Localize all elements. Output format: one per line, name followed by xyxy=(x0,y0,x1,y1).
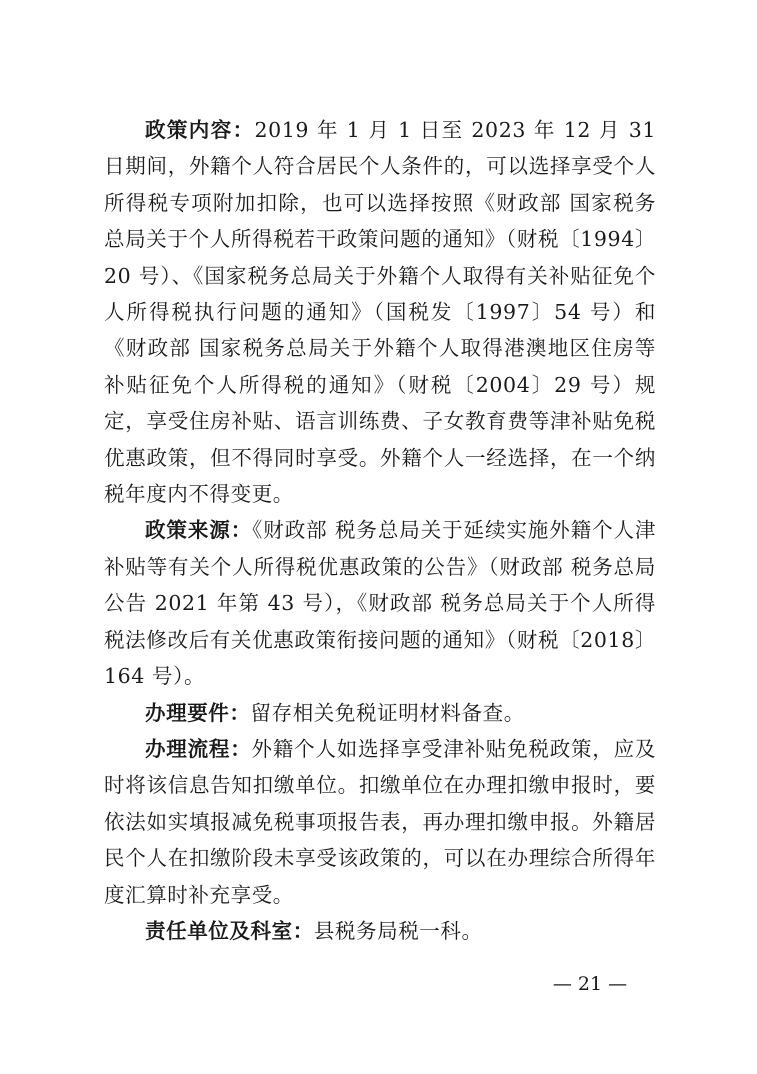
paragraph-procedure xyxy=(104,731,656,913)
paragraph-text: 县税务局税一科。 xyxy=(313,918,483,943)
paragraph-text: 《财政部 税务总局关于延续实施外籍个人津补贴等有关个人所得税优惠政策的公告》（财政部 税务总局公告 2021 年第 43 号），《财政部 税务总局关于个人所得税法修改后有关优惠政策衔接问题的通知》（财税〔2018〕164 号）。 xyxy=(104,518,657,689)
paragraph-label: 责任单位及科室： xyxy=(145,918,314,943)
paragraph-text: 2019 年 1 月 1 日至 2023 年 12 月 31 日期间，外籍个人符合居民个人条件的，可以选择享受个人所得税专项附加扣除，也可以选择按照《财政部 国家税务总局关于个人所得税若干政策问题的通知》（财税〔1994〕20 号）、《国家税务总局关于外籍个人取得有关补贴征免个人所得税执行问题的通知》（国税发〔1997〕54 号）和《财政部 国家税务总局关于外籍个人取得港澳地区住房等补贴征免个人所得税的通知》（财税〔2004〕29 号）规定，享受住房补贴、语言训练费、子女教育费等津补贴免税优惠政策，但不得同时享受。外籍个人一经选择，在一个纳税年度内不得变更。 xyxy=(104,118,656,507)
paragraph-required-documents xyxy=(104,695,656,731)
paragraph-label: 办理要件： xyxy=(145,700,251,725)
paragraph-label: 政策来源： xyxy=(145,518,253,543)
paragraph-label: 政策内容： xyxy=(145,118,255,142)
paragraph-policy-source xyxy=(104,512,656,694)
paragraph-text: 外籍个人如选择享受津补贴免税政策，应及时将该信息告知扣缴单位。扣缴单位在办理扣缴申报时，要依法如实填报减免税事项报告表，再办理扣缴申报。外籍居民个人在扣缴阶段未享受该政策的，可以在办理综合所得年度汇算时补充享受。 xyxy=(104,736,656,907)
paragraph-label: 办理流程： xyxy=(145,736,252,761)
document-body xyxy=(104,112,656,949)
page-number: — 21 — xyxy=(552,973,628,995)
paragraph-responsible-unit xyxy=(104,913,656,949)
paragraph-text: 留存相关免税证明材料备查。 xyxy=(250,700,525,725)
paragraph-policy-content xyxy=(104,112,656,512)
